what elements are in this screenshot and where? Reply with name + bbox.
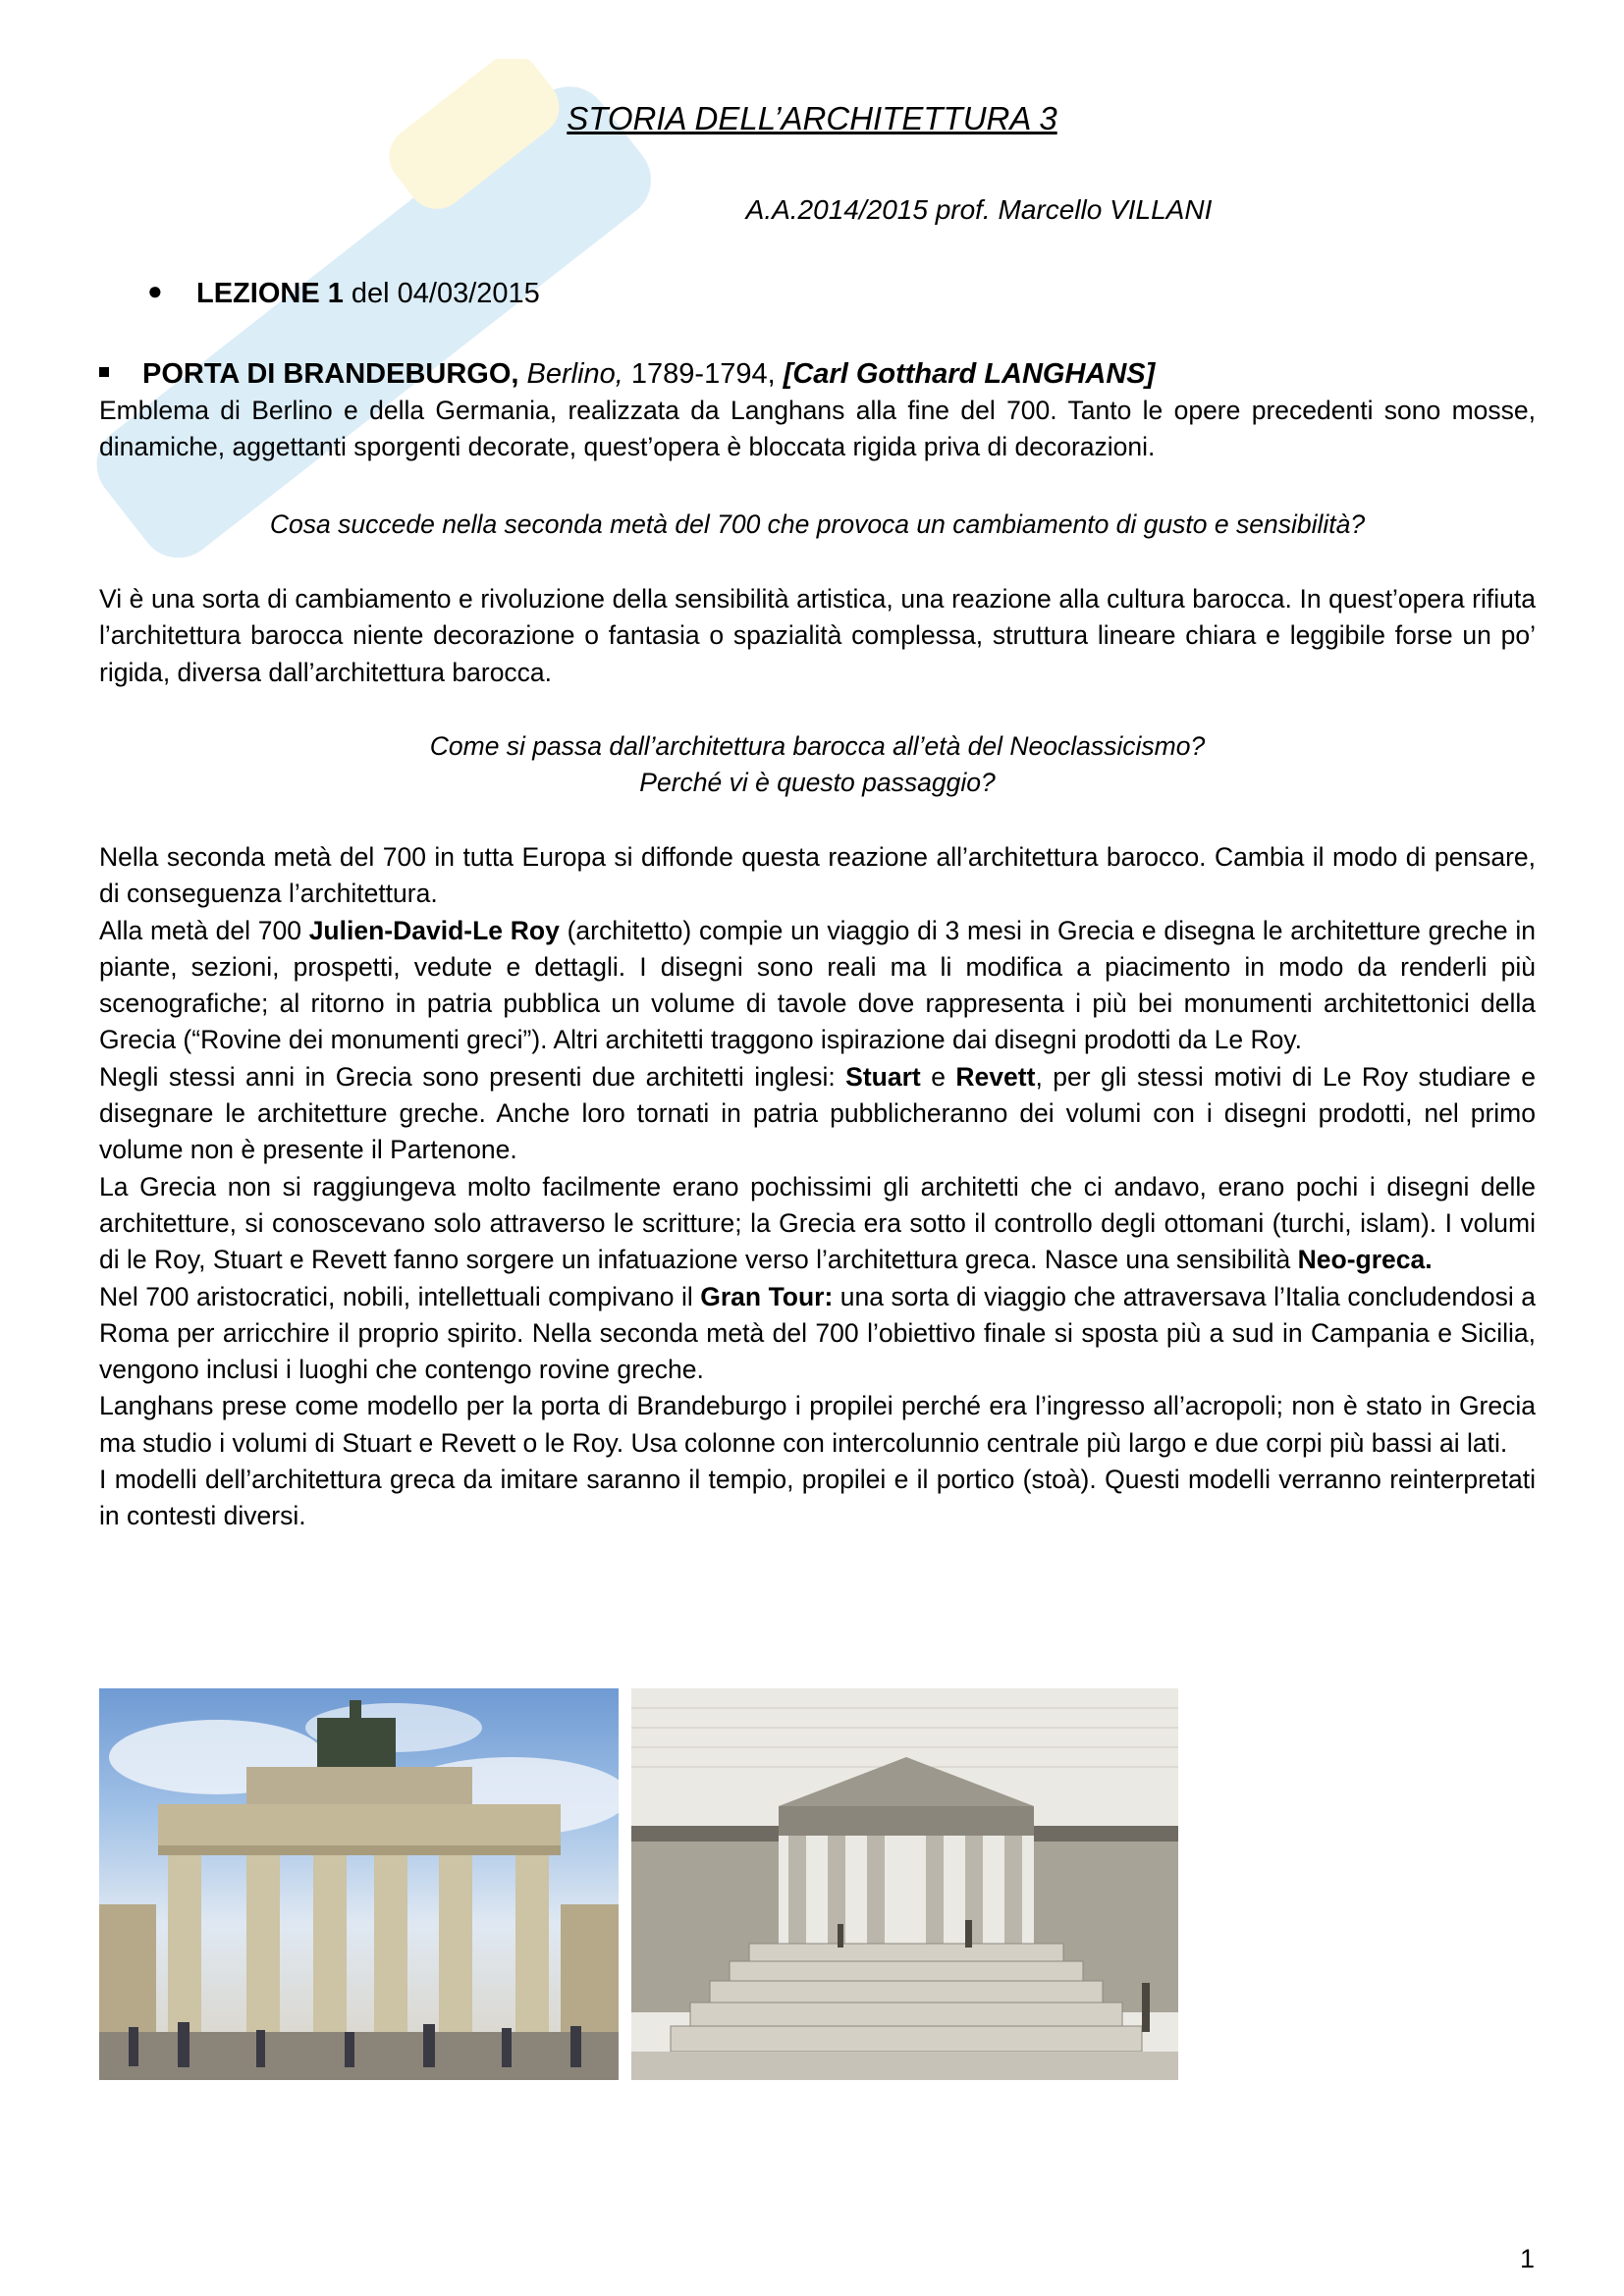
paragraph-reaction: Vi è una sorta di cambiamento e rivoluzione della sensibilità artistica, una reazione alla cultura barocca. In quest’opera rifiuta l’architettura barocca niente decorazione o fantasia o spazialità complessa, struttura lineare chiara e leggibile forse un po’ rigida, diversa dall’architettura barocca. — [99, 584, 1536, 687]
paragraph-langhans: Langhans prese come modello per la porta di Brandeburgo i propilei perché era l’ingresso all’acropoli; non è stato in Grecia ma studio i volumi di Stuart e Revett o le Roy. Usa colonne con intercolunnio centrale più largo e due corpi più bassi ai lati. — [99, 1391, 1536, 1458]
question-1: Cosa succede nella seconda metà del 700 che provoca un cambiamento di gusto e sensibilità? — [269, 509, 1366, 539]
paragraph-gran-tour: Nel 700 aristocratici, nobili, intellettuali compivano il Gran Tour: una sorta di viaggio che attraversava l’Italia concludendosi a Roma per arricchire il proprio spirito. Nella seconda metà del 700 l’obiettivo finale si sposta più a sud in Campania e Sicilia, vengono inclusi i luoghi che contengo rovine greche. — [99, 1281, 1536, 1385]
propylaea-engraving — [631, 1688, 1178, 2080]
paragraph-greece: La Grecia non si raggiungeva molto facilmente erano pochissimi gli architetti che ci andavo, erano pochi i disegni delle architetture, si conoscevano solo attraverso le scritture; la Grecia era sotto il controllo degli ottomani (turchi, islam). I volumi di le Roy, Stuart e Revett fanno sorgere un infatuazione verso l’architettura greca. Nasce una sensibilità Neo-greca. — [99, 1171, 1536, 1275]
paragraph-le-roy: Alla metà del 700 Julien-David-Le Roy (architetto) compie un viaggio di 3 mesi in Grecia e disegna le architetture greche in piante, sezioni, prospetti, vedute e dettagli. I disegni sono reali ma li modifica a piacimento in modo da renderli più scenografiche; al ritorno in patria pubblica un volume di tavole dove rappresenta i più bei monumenti architettonici della Grecia (“Rovine dei monumenti greci”). Altri architetti traggono ispirazione dai disegni prodotti da Le Roy. — [99, 915, 1536, 1055]
paragraph-intro: Emblema di Berlino e della Germania, realizzata da Langhans alla fine del 700. Tanto le opere precedenti sono mosse, dinamiche, aggettanti sporgenti decorate, quest’opera è bloccata rigida priva di decorazioni. — [99, 396, 1536, 462]
paragraph-models: I modelli dell’architettura greca da imitare saranno il tempio, propilei e il portico (stoà). Questi modelli verranno reinterpretati in contesti diversi. — [99, 1465, 1536, 1531]
bullet-icon: ● — [147, 276, 163, 305]
section-heading: PORTA DI BRANDEBURGO, Berlino, 1789-1794, [Carl Gotthard LANGHANS] — [99, 358, 1155, 391]
document-title: STORIA DELL’ARCHITETTURA 3 — [567, 100, 1057, 136]
main-text-block — [99, 839, 1536, 1535]
square-bullet-icon — [99, 367, 109, 377]
paragraph-stuart-revett: Negli stessi anni in Grecia sono presenti due architetti inglesi: Stuart e Revett, per gli stessi motivi di Le Roy studiare e disegnare le architetture greche. Anche loro tornati in patria pubblicheranno dei volumi con i disegni prodotti, nel primo volume non è presente il Partenone. — [99, 1061, 1536, 1165]
question-2: Come si passa dall’architettura barocca all’età del Neoclassicismo? Perché vi è questo passaggio? — [429, 731, 1206, 798]
document-page: STORIA DELL’ARCHITETTURA 3 A.A.2014/2015 prof. Marcello VILLANI ● LEZIONE 1 del 04/03/2015 PORTA DI BRANDEBURGO, Berlino, 1789-1794, [Carl Gotthard LANGHANS] Emblema di Berlino e della Germania, realizzata da Langhans alla fine del 700. Tanto le opere precedenti sono mosse, dinamiche, aggettanti sporgenti decorate, quest’opera è bloccata rigida priva di decorazioni. Cosa succede nella seconda metà del 700 che provoca un cambiamento di gusto e sensibilità? Vi è una sorta di cambiamento e rivoluzione della sensibilità artistica, una reazione alla cultura barocca. In quest’opera rifiuta l’architettura barocca niente decorazione o fantasia o spazialità complessa, struttura lineare chiara e leggibile forse un po’ rigida, diversa dall’architettura barocca. Come si passa dall’architettura barocca all’età del Neoclassicismo? Perché vi è questo passaggio? Nella seconda metà del 700 in tutta Europa si diffonde questa reazione all’architettura barocco. Cambia il modo di pensare, di conseguenza l’architettura. Alla metà del 700 Julien-David-Le Roy (architetto) compie un viaggio di 3 mesi in Grecia e disegna le architetture greche in piante, sezioni, prospetti, vedute e dettagli. I disegni sono reali ma li modifica a piacimento in modo da renderli più scenografiche; al ritorno in patria pubblica un volume di tavole dove rappresenta i più bei monumenti architettonici della Grecia (“Rovine dei monumenti greci”). Altri architetti traggono ispirazione dai disegni prodotti da Le Roy. Negli stessi anni in Grecia sono presenti due architetti inglesi: Stuart e Revett, per gli stessi motivi di Le Roy studiare e disegnare le architetture greche. Anche loro tornati in patria pubblicheranno dei volumi con i disegni prodotti, nel primo volume non è presente il Partenone. La Grecia non si raggiungeva molto facilmente erano pochissimi gli architetti che ci andavo, erano pochi i disegni delle architetture, si conoscevano solo attraverso le scritture; la Grecia era sotto il controllo degli ottomani (turchi, islam). I volumi di le Roy, Stuart e Revett fanno sorgere un infatuazione verso l’architettura greca. Nasce una sensibilità Neo-greca. Nel 700 aristocratici, nobili, intellettuali compivano il Gran Tour: una sorta di viaggio che attraversava l’Italia concludendosi a Roma per arricchire il proprio spirito. Nella seconda metà del 700 l’obiettivo finale si sposta più a sud in Campania e Sicilia, vengono inclusi i luoghi che contengo rovine greche. Langhans prese come modello per la porta di Brandeburgo i propilei perché era l’ingresso all’acropoli; non è stato in Grecia ma studio i volumi di Stuart e Revett o le Roy. Usa colonne con intercolunnio centrale più largo e due corpi più bassi ai lati. I modelli dell’architettura greca da imitare saranno il tempio, propilei e il portico (stoà). Questi modelli verranno reinterpretati in contesti diversi. 1 — [0, 0, 1624, 2296]
page-number: 1 — [1520, 2244, 1536, 2273]
course-subtitle: A.A.2014/2015 prof. Marcello VILLANI — [745, 194, 1213, 225]
paragraph-europe: Nella seconda metà del 700 in tutta Europa si diffonde questa reazione all’architettura barocco. Cambia il modo di pensare, di conseguenza l’architettura. — [99, 842, 1536, 909]
brandenburg-gate-photo — [99, 1688, 619, 2080]
